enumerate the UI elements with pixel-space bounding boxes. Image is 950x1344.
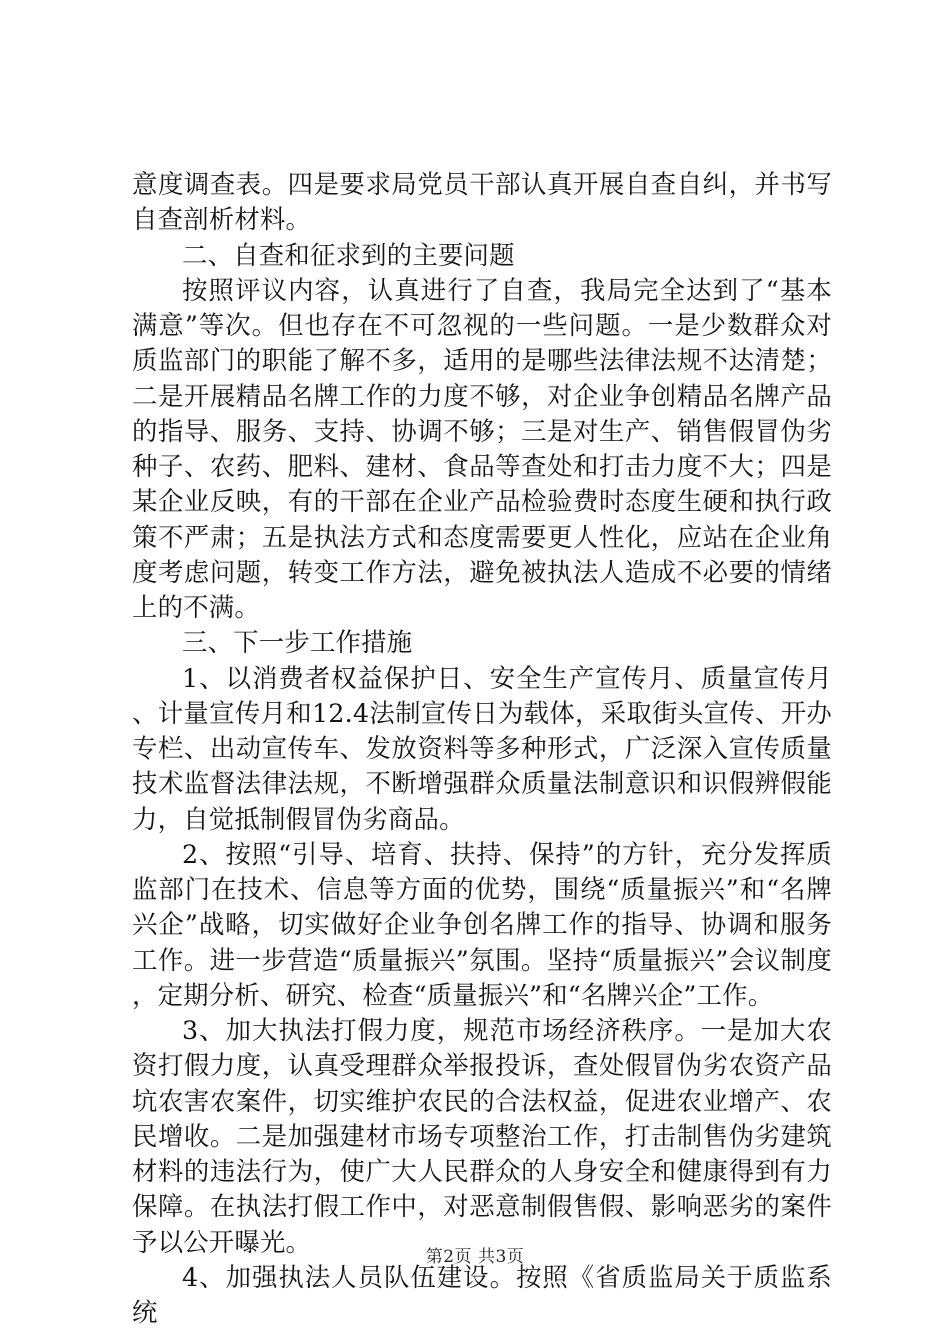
paragraph-measure-2: 2、按照“引导、培育、扶持、保持”的方针，充分发挥质监部门在技术、信息等方面的优势，围绕“质量振兴”和“名牌兴企”战略，切实做好企业争创名牌工作的指导、协调和服务工作。进一步营造“质量振兴”氛围。坚持“质量振兴”会议制度，定期分析、研究、检查“质量振兴”和“名牌兴企”工作。 xyxy=(132,838,832,1010)
document-body xyxy=(132,167,832,1330)
paragraph-continuation: 意度调查表。四是要求局党员干部认真开展自查自纠，并书写自查剖析材料。 xyxy=(132,169,832,235)
section-heading-next-steps: 三、下一步工作措施 xyxy=(182,627,413,658)
section-heading-problems: 二、自查和征求到的主要问题 xyxy=(182,239,515,270)
paragraph-measure-3: 3、加大执法打假力度，规范市场经济秩序。一是加大农资打假力度，认真受理群众举报投诉，查处假冒伪劣农资产品坑农害农案件，切实维护农民的合法权益，促进农业增产、农民增收。二是加强建材市场专项整治工作，打击制售伪劣建筑材料的违法行为，使广大人民群众的人身安全和健康得到有力保障。在执法打假工作中，对恶意制假售假、影响恶劣的案件予以公开曝光。 xyxy=(132,1015,832,1257)
paragraph-measure-1: 1、以消费者权益保护日、安全生产宣传月、质量宣传月、计量宣传月和12.4法制宣传日为载体，采取街头宣传、开办专栏、出动宣传车、发放资料等多种形式，广泛深入宣传质量技术监督法律法规，不断增强群众质量法制意识和识假辨假能力，自觉抵制假冒伪劣商品。 xyxy=(132,662,832,834)
page-number-footer: 第2页 共3页 xyxy=(425,1247,525,1267)
paragraph-measure-4: 4、加强执法人员队伍建设。按照《省质监局关于质监系统 xyxy=(132,1261,832,1327)
paragraph-problems: 按照评议内容，认真进行了自查，我局完全达到了“基本满意”等次。但也存在不可忽视的一些问题。一是少数群众对质监部门的职能了解不多，适用的是哪些法律法规不达清楚；二是开展精品名牌工作的力度不够，对企业争创精品名牌产品的指导、服务、支持、协调不够；三是对生产、销售假冒伪劣种子、农药、肥料、建材、食品等查处和打击力度不大；四是某企业反映，有的干部在企业产品检验费时态度生硬和执行政策不严肃；五是执法方式和态度需要更人性化，应站在企业角度考虑问题，转变工作方法，避免被执法人造成不必要的情绪上的不满。 xyxy=(132,274,832,622)
